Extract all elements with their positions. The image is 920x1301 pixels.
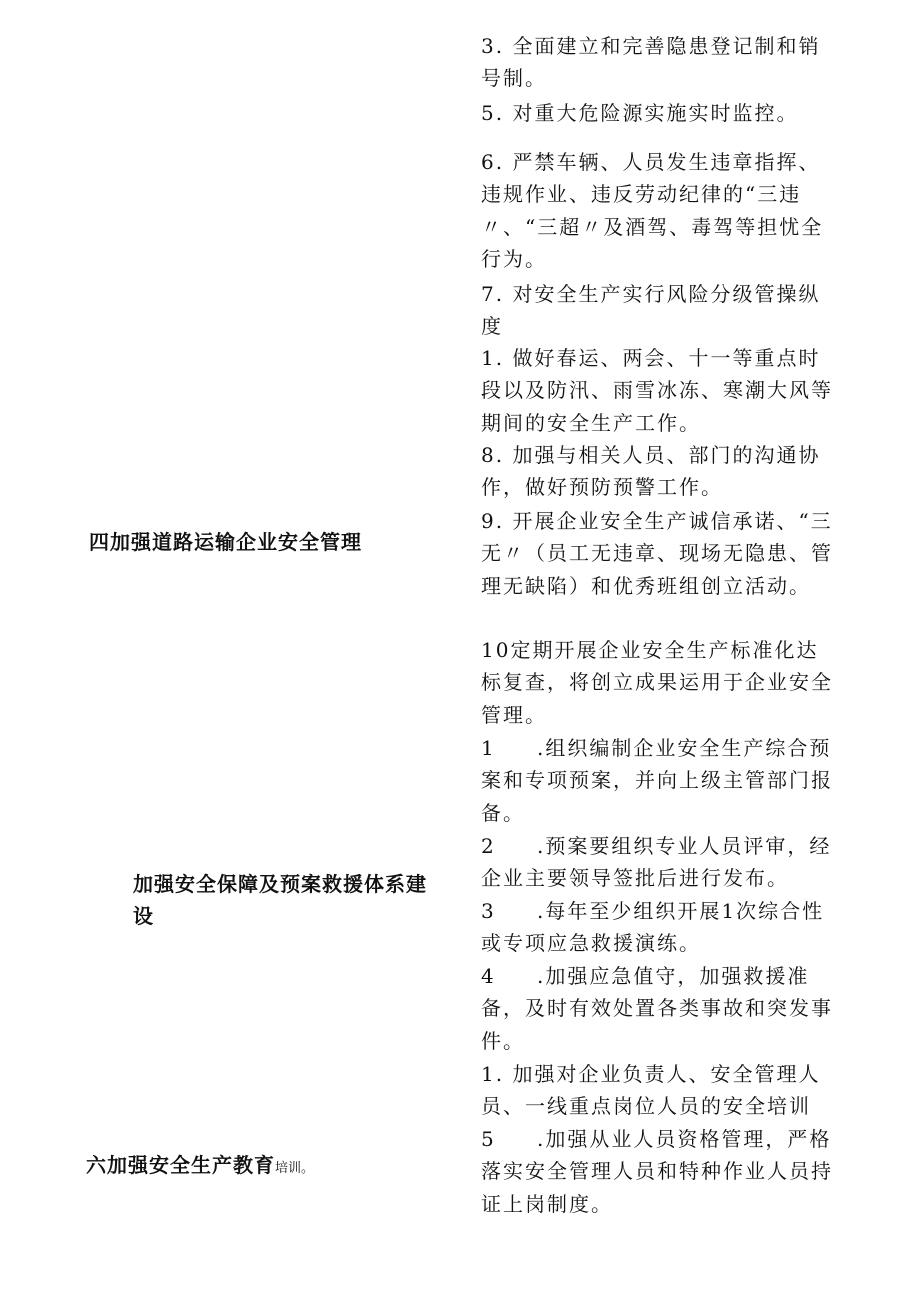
list-item: 1. 加强对企业负责人、安全管理人员、一线重点岗位人员的安全培训	[481, 1062, 821, 1119]
numbered-item	[481, 830, 833, 895]
section-heading-6-main: 六加强安全生产教育	[86, 1153, 275, 1177]
item-number: 1	[481, 736, 494, 760]
list-item: 10定期开展企业安全生产标准化达标复查，将创立成果运用于企业安全管理。	[481, 638, 833, 727]
item-number: 4	[481, 964, 494, 988]
numbered-item	[481, 960, 833, 1057]
item-text: .每年至少组织开展1次综合性或专项应急救援演练。	[481, 899, 825, 956]
item-number: 5	[481, 1127, 494, 1151]
section-heading-5: 加强安全保障及预案救援体系建设	[133, 872, 427, 928]
section-heading-6	[86, 1149, 386, 1185]
numbered-item	[481, 1123, 833, 1220]
item-text: .加强应急值守，加强救援准备，及时有效处置各类事故和突发事件。	[481, 964, 833, 1053]
list-item: 5. 对重大危险源实施实时监控。	[481, 101, 799, 125]
numbered-item	[481, 732, 833, 829]
item-text: .预案要组织专业人员评审，经企业主要领导签批后进行发布。	[481, 834, 832, 891]
list-item: 6. 严禁车辆、人员发生违章指挥、违规作业、违反劳动纪律的“三违〃、“三超〃及酒驾、毒驾等担忧全行为。	[481, 150, 824, 272]
item-text: .加强从业人员资格管理，严格落实安全管理人员和特种作业人员持证上岗制度。	[481, 1127, 833, 1216]
section-heading-6-suffix: 培训。	[275, 1161, 315, 1176]
list-item: 1. 做好春运、两会、十一等重点时段以及防汛、雨雪冰冻、寒潮大风等期间的安全生产工作。	[481, 346, 833, 435]
section-heading-4: 四加强道路运输企业安全管理	[89, 530, 362, 554]
list-item: 9. 开展企业安全生产诚信承诺、“三无〃（员工无违章、现场无隐患、管理无缺陷）和优秀班组创立活动。	[481, 509, 833, 598]
numbered-item	[481, 895, 833, 960]
list-item: 8. 加强与相关人员、部门的沟通协作，做好预防预警工作。	[481, 443, 821, 500]
item-number: 3	[481, 899, 494, 923]
list-item: 7. 对安全生产实行风险分级管操纵度	[481, 282, 821, 339]
item-text: .组织编制企业安全生产综合预案和专项预案，并向上级主管部门报备。	[481, 736, 833, 825]
item-number: 2	[481, 834, 494, 858]
list-item: 3. 全面建立和完善隐患登记制和销号制。	[481, 34, 821, 91]
